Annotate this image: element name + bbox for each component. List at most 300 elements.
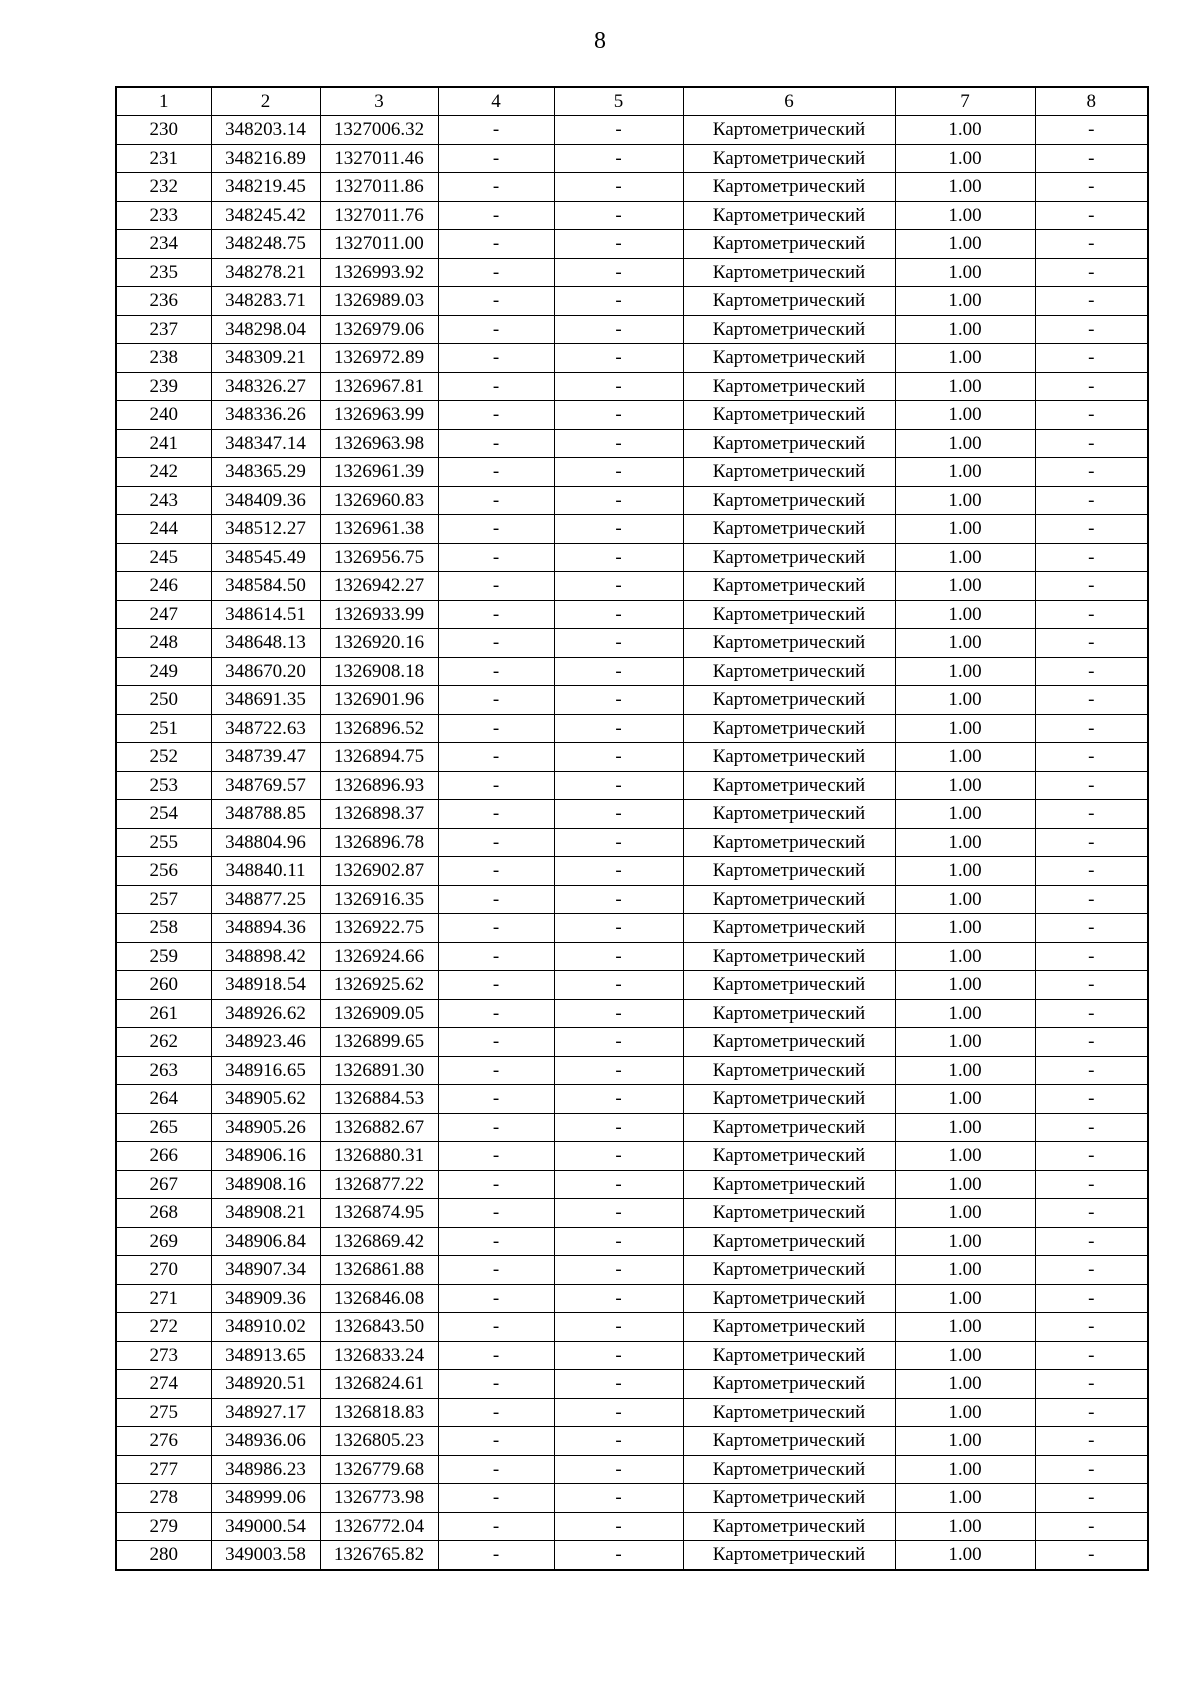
cell-point-number: 237 xyxy=(116,315,211,344)
cell-accuracy: 1.00 xyxy=(895,1142,1035,1171)
cell-col-4: - xyxy=(438,344,554,373)
cell-method: Картометрический xyxy=(683,543,895,572)
cell-col-5: - xyxy=(554,515,683,544)
cell-col-4: - xyxy=(438,771,554,800)
cell-coord-x: 348278.21 xyxy=(211,258,320,287)
coordinates-table xyxy=(115,86,1149,1571)
cell-coord-x: 348769.57 xyxy=(211,771,320,800)
cell-col-5: - xyxy=(554,828,683,857)
cell-point-number: 256 xyxy=(116,857,211,886)
table-row xyxy=(116,543,1148,572)
cell-col-5: - xyxy=(554,1227,683,1256)
table-row xyxy=(116,1313,1148,1342)
table-row xyxy=(116,828,1148,857)
cell-accuracy: 1.00 xyxy=(895,800,1035,829)
table-row xyxy=(116,1227,1148,1256)
cell-method: Картометрический xyxy=(683,1313,895,1342)
cell-col-5: - xyxy=(554,1113,683,1142)
cell-col-5: - xyxy=(554,429,683,458)
cell-accuracy: 1.00 xyxy=(895,1484,1035,1513)
cell-point-number: 264 xyxy=(116,1085,211,1114)
cell-col-5: - xyxy=(554,1142,683,1171)
cell-col-5: - xyxy=(554,971,683,1000)
cell-method: Картометрический xyxy=(683,971,895,1000)
cell-coord-x: 348739.47 xyxy=(211,743,320,772)
cell-method: Картометрический xyxy=(683,942,895,971)
cell-point-number: 260 xyxy=(116,971,211,1000)
table-row xyxy=(116,971,1148,1000)
table-row xyxy=(116,1541,1148,1570)
cell-col-4: - xyxy=(438,1170,554,1199)
cell-col-8: - xyxy=(1035,458,1148,487)
cell-col-5: - xyxy=(554,600,683,629)
cell-col-5: - xyxy=(554,344,683,373)
cell-point-number: 240 xyxy=(116,401,211,430)
cell-accuracy: 1.00 xyxy=(895,771,1035,800)
cell-point-number: 280 xyxy=(116,1541,211,1570)
cell-accuracy: 1.00 xyxy=(895,486,1035,515)
cell-method: Картометрический xyxy=(683,857,895,886)
cell-coord-x: 348584.50 xyxy=(211,572,320,601)
cell-accuracy: 1.00 xyxy=(895,1398,1035,1427)
cell-col-8: - xyxy=(1035,942,1148,971)
cell-method: Картометрический xyxy=(683,458,895,487)
cell-col-5: - xyxy=(554,315,683,344)
cell-method: Картометрический xyxy=(683,230,895,259)
cell-col-8: - xyxy=(1035,971,1148,1000)
cell-col-4: - xyxy=(438,230,554,259)
cell-point-number: 251 xyxy=(116,714,211,743)
cell-col-4: - xyxy=(438,1199,554,1228)
cell-col-8: - xyxy=(1035,429,1148,458)
cell-point-number: 243 xyxy=(116,486,211,515)
cell-coord-y: 1327011.46 xyxy=(320,144,438,173)
table-row xyxy=(116,714,1148,743)
table-row xyxy=(116,686,1148,715)
cell-point-number: 272 xyxy=(116,1313,211,1342)
cell-coord-x: 348409.36 xyxy=(211,486,320,515)
cell-col-4: - xyxy=(438,1227,554,1256)
cell-point-number: 261 xyxy=(116,999,211,1028)
cell-col-4: - xyxy=(438,486,554,515)
cell-accuracy: 1.00 xyxy=(895,629,1035,658)
cell-accuracy: 1.00 xyxy=(895,828,1035,857)
cell-coord-x: 348918.54 xyxy=(211,971,320,1000)
header-cell-8: 8 xyxy=(1035,87,1148,116)
cell-col-4: - xyxy=(438,686,554,715)
cell-accuracy: 1.00 xyxy=(895,1427,1035,1456)
cell-method: Картометрический xyxy=(683,657,895,686)
cell-col-5: - xyxy=(554,629,683,658)
cell-accuracy: 1.00 xyxy=(895,1512,1035,1541)
cell-coord-y: 1327011.86 xyxy=(320,173,438,202)
cell-col-5: - xyxy=(554,1028,683,1057)
cell-point-number: 271 xyxy=(116,1284,211,1313)
cell-col-4: - xyxy=(438,258,554,287)
cell-point-number: 250 xyxy=(116,686,211,715)
cell-point-number: 245 xyxy=(116,543,211,572)
cell-coord-y: 1326882.67 xyxy=(320,1113,438,1142)
cell-coord-x: 348923.46 xyxy=(211,1028,320,1057)
cell-coord-y: 1326901.96 xyxy=(320,686,438,715)
cell-method: Картометрический xyxy=(683,287,895,316)
cell-coord-x: 348986.23 xyxy=(211,1455,320,1484)
cell-coord-y: 1326922.75 xyxy=(320,914,438,943)
table-row xyxy=(116,800,1148,829)
cell-coord-y: 1326902.87 xyxy=(320,857,438,886)
cell-method: Картометрический xyxy=(683,771,895,800)
cell-coord-x: 348908.21 xyxy=(211,1199,320,1228)
cell-col-5: - xyxy=(554,1170,683,1199)
cell-coord-x: 348365.29 xyxy=(211,458,320,487)
cell-coord-y: 1326942.27 xyxy=(320,572,438,601)
table-row xyxy=(116,572,1148,601)
cell-accuracy: 1.00 xyxy=(895,287,1035,316)
cell-coord-x: 348804.96 xyxy=(211,828,320,857)
cell-col-8: - xyxy=(1035,714,1148,743)
cell-method: Картометрический xyxy=(683,714,895,743)
cell-accuracy: 1.00 xyxy=(895,857,1035,886)
cell-method: Картометрический xyxy=(683,258,895,287)
cell-coord-y: 1326765.82 xyxy=(320,1541,438,1570)
cell-col-4: - xyxy=(438,1484,554,1513)
table-row xyxy=(116,515,1148,544)
cell-col-8: - xyxy=(1035,1455,1148,1484)
cell-method: Картометрический xyxy=(683,1256,895,1285)
cell-accuracy: 1.00 xyxy=(895,1028,1035,1057)
cell-col-8: - xyxy=(1035,258,1148,287)
cell-point-number: 263 xyxy=(116,1056,211,1085)
cell-coord-x: 348909.36 xyxy=(211,1284,320,1313)
cell-method: Картометрический xyxy=(683,914,895,943)
cell-coord-y: 1326896.78 xyxy=(320,828,438,857)
cell-coord-x: 348906.16 xyxy=(211,1142,320,1171)
cell-col-5: - xyxy=(554,230,683,259)
cell-coord-x: 348999.06 xyxy=(211,1484,320,1513)
table-row xyxy=(116,1398,1148,1427)
cell-method: Картометрический xyxy=(683,999,895,1028)
header-row xyxy=(116,87,1148,116)
cell-coord-y: 1326894.75 xyxy=(320,743,438,772)
cell-col-4: - xyxy=(438,515,554,544)
cell-coord-x: 348906.84 xyxy=(211,1227,320,1256)
cell-accuracy: 1.00 xyxy=(895,144,1035,173)
cell-method: Картометрический xyxy=(683,1484,895,1513)
cell-point-number: 247 xyxy=(116,600,211,629)
cell-coord-x: 348219.45 xyxy=(211,173,320,202)
cell-coord-x: 348905.26 xyxy=(211,1113,320,1142)
cell-method: Картометрический xyxy=(683,515,895,544)
cell-point-number: 252 xyxy=(116,743,211,772)
cell-col-5: - xyxy=(554,116,683,145)
cell-coord-y: 1326773.98 xyxy=(320,1484,438,1513)
cell-coord-x: 348788.85 xyxy=(211,800,320,829)
cell-col-8: - xyxy=(1035,116,1148,145)
cell-coord-x: 348894.36 xyxy=(211,914,320,943)
cell-accuracy: 1.00 xyxy=(895,515,1035,544)
cell-point-number: 236 xyxy=(116,287,211,316)
cell-method: Картометрический xyxy=(683,600,895,629)
cell-coord-y: 1326979.06 xyxy=(320,315,438,344)
cell-coord-x: 348203.14 xyxy=(211,116,320,145)
cell-accuracy: 1.00 xyxy=(895,1170,1035,1199)
cell-accuracy: 1.00 xyxy=(895,258,1035,287)
cell-coord-x: 348920.51 xyxy=(211,1370,320,1399)
cell-col-5: - xyxy=(554,999,683,1028)
table-row xyxy=(116,173,1148,202)
table-row xyxy=(116,372,1148,401)
cell-method: Картометрический xyxy=(683,1028,895,1057)
cell-point-number: 269 xyxy=(116,1227,211,1256)
header-cell-7: 7 xyxy=(895,87,1035,116)
cell-col-4: - xyxy=(438,1284,554,1313)
cell-accuracy: 1.00 xyxy=(895,572,1035,601)
table-row xyxy=(116,315,1148,344)
cell-point-number: 265 xyxy=(116,1113,211,1142)
cell-coord-y: 1326843.50 xyxy=(320,1313,438,1342)
cell-col-4: - xyxy=(438,743,554,772)
header-cell-6: 6 xyxy=(683,87,895,116)
cell-method: Картометрический xyxy=(683,885,895,914)
table-row xyxy=(116,942,1148,971)
cell-coord-x: 348298.04 xyxy=(211,315,320,344)
cell-col-4: - xyxy=(438,543,554,572)
table-row xyxy=(116,1512,1148,1541)
cell-col-5: - xyxy=(554,885,683,914)
cell-method: Картометрический xyxy=(683,1085,895,1114)
cell-point-number: 268 xyxy=(116,1199,211,1228)
cell-col-8: - xyxy=(1035,999,1148,1028)
cell-coord-y: 1326916.35 xyxy=(320,885,438,914)
cell-accuracy: 1.00 xyxy=(895,743,1035,772)
table-row xyxy=(116,201,1148,230)
cell-col-4: - xyxy=(438,714,554,743)
cell-coord-y: 1326880.31 xyxy=(320,1142,438,1171)
cell-coord-y: 1326956.75 xyxy=(320,543,438,572)
cell-col-5: - xyxy=(554,942,683,971)
cell-accuracy: 1.00 xyxy=(895,1313,1035,1342)
cell-coord-x: 348614.51 xyxy=(211,600,320,629)
cell-coord-y: 1326772.04 xyxy=(320,1512,438,1541)
cell-col-5: - xyxy=(554,458,683,487)
cell-col-8: - xyxy=(1035,1370,1148,1399)
cell-point-number: 277 xyxy=(116,1455,211,1484)
cell-col-4: - xyxy=(438,429,554,458)
cell-col-4: - xyxy=(438,1341,554,1370)
cell-coord-x: 348905.62 xyxy=(211,1085,320,1114)
cell-col-8: - xyxy=(1035,1484,1148,1513)
cell-col-4: - xyxy=(438,999,554,1028)
cell-col-8: - xyxy=(1035,857,1148,886)
cell-col-5: - xyxy=(554,572,683,601)
cell-col-5: - xyxy=(554,1056,683,1085)
cell-method: Картометрический xyxy=(683,344,895,373)
cell-coord-y: 1326896.52 xyxy=(320,714,438,743)
cell-col-5: - xyxy=(554,1427,683,1456)
cell-point-number: 234 xyxy=(116,230,211,259)
cell-method: Картометрический xyxy=(683,315,895,344)
cell-method: Картометрический xyxy=(683,1427,895,1456)
cell-col-4: - xyxy=(438,1512,554,1541)
cell-point-number: 254 xyxy=(116,800,211,829)
cell-coord-y: 1326960.83 xyxy=(320,486,438,515)
cell-point-number: 232 xyxy=(116,173,211,202)
cell-coord-y: 1326993.92 xyxy=(320,258,438,287)
header-cell-2: 2 xyxy=(211,87,320,116)
cell-coord-y: 1326824.61 xyxy=(320,1370,438,1399)
cell-coord-y: 1327011.00 xyxy=(320,230,438,259)
cell-point-number: 278 xyxy=(116,1484,211,1513)
cell-col-5: - xyxy=(554,857,683,886)
cell-coord-x: 348916.65 xyxy=(211,1056,320,1085)
cell-point-number: 246 xyxy=(116,572,211,601)
cell-accuracy: 1.00 xyxy=(895,372,1035,401)
cell-col-8: - xyxy=(1035,287,1148,316)
cell-col-4: - xyxy=(438,201,554,230)
table-row xyxy=(116,1284,1148,1313)
cell-coord-x: 348907.34 xyxy=(211,1256,320,1285)
cell-point-number: 267 xyxy=(116,1170,211,1199)
cell-method: Картометрический xyxy=(683,1455,895,1484)
cell-col-4: - xyxy=(438,287,554,316)
cell-accuracy: 1.00 xyxy=(895,885,1035,914)
cell-col-4: - xyxy=(438,600,554,629)
cell-coord-y: 1326874.95 xyxy=(320,1199,438,1228)
cell-point-number: 244 xyxy=(116,515,211,544)
table-row xyxy=(116,116,1148,145)
cell-coord-x: 348347.14 xyxy=(211,429,320,458)
cell-col-8: - xyxy=(1035,401,1148,430)
cell-col-8: - xyxy=(1035,230,1148,259)
cell-col-4: - xyxy=(438,942,554,971)
cell-col-5: - xyxy=(554,173,683,202)
cell-point-number: 235 xyxy=(116,258,211,287)
cell-col-8: - xyxy=(1035,743,1148,772)
cell-method: Картометрический xyxy=(683,572,895,601)
cell-coord-y: 1326833.24 xyxy=(320,1341,438,1370)
cell-accuracy: 1.00 xyxy=(895,458,1035,487)
cell-method: Картометрический xyxy=(683,401,895,430)
cell-col-8: - xyxy=(1035,1142,1148,1171)
cell-point-number: 257 xyxy=(116,885,211,914)
cell-coord-x: 348309.21 xyxy=(211,344,320,373)
cell-coord-x: 348336.26 xyxy=(211,401,320,430)
table-row xyxy=(116,657,1148,686)
cell-accuracy: 1.00 xyxy=(895,344,1035,373)
cell-col-4: - xyxy=(438,1256,554,1285)
cell-method: Картометрический xyxy=(683,1170,895,1199)
page-number: 8 xyxy=(594,28,606,54)
cell-accuracy: 1.00 xyxy=(895,714,1035,743)
cell-col-4: - xyxy=(438,116,554,145)
cell-coord-y: 1326924.66 xyxy=(320,942,438,971)
cell-col-5: - xyxy=(554,486,683,515)
cell-coord-x: 348691.35 xyxy=(211,686,320,715)
cell-point-number: 248 xyxy=(116,629,211,658)
table-row xyxy=(116,914,1148,943)
cell-coord-x: 348248.75 xyxy=(211,230,320,259)
cell-method: Картометрический xyxy=(683,1512,895,1541)
cell-coord-y: 1326861.88 xyxy=(320,1256,438,1285)
cell-coord-y: 1326805.23 xyxy=(320,1427,438,1456)
table-row xyxy=(116,144,1148,173)
cell-col-5: - xyxy=(554,401,683,430)
cell-coord-x: 349003.58 xyxy=(211,1541,320,1570)
cell-method: Картометрический xyxy=(683,1142,895,1171)
cell-method: Картометрический xyxy=(683,116,895,145)
cell-method: Картометрический xyxy=(683,1056,895,1085)
cell-coord-x: 348216.89 xyxy=(211,144,320,173)
cell-point-number: 231 xyxy=(116,144,211,173)
cell-method: Картометрический xyxy=(683,372,895,401)
header-cell-1: 1 xyxy=(116,87,211,116)
cell-coord-y: 1326909.05 xyxy=(320,999,438,1028)
cell-point-number: 274 xyxy=(116,1370,211,1399)
cell-method: Картометрический xyxy=(683,173,895,202)
cell-col-4: - xyxy=(438,1113,554,1142)
cell-coord-y: 1326818.83 xyxy=(320,1398,438,1427)
cell-point-number: 275 xyxy=(116,1398,211,1427)
cell-col-4: - xyxy=(438,1541,554,1570)
cell-col-8: - xyxy=(1035,1256,1148,1285)
cell-col-5: - xyxy=(554,686,683,715)
cell-accuracy: 1.00 xyxy=(895,401,1035,430)
cell-col-5: - xyxy=(554,1085,683,1114)
cell-method: Картометрический xyxy=(683,686,895,715)
cell-col-8: - xyxy=(1035,515,1148,544)
cell-accuracy: 1.00 xyxy=(895,1341,1035,1370)
cell-col-8: - xyxy=(1035,771,1148,800)
cell-col-8: - xyxy=(1035,1341,1148,1370)
cell-coord-y: 1326899.65 xyxy=(320,1028,438,1057)
cell-col-4: - xyxy=(438,1427,554,1456)
cell-col-5: - xyxy=(554,714,683,743)
table-header xyxy=(116,87,1148,116)
cell-col-5: - xyxy=(554,1484,683,1513)
cell-point-number: 238 xyxy=(116,344,211,373)
cell-col-8: - xyxy=(1035,543,1148,572)
cell-accuracy: 1.00 xyxy=(895,315,1035,344)
cell-point-number: 270 xyxy=(116,1256,211,1285)
cell-coord-y: 1326846.08 xyxy=(320,1284,438,1313)
table-row xyxy=(116,1370,1148,1399)
table-row xyxy=(116,458,1148,487)
cell-col-8: - xyxy=(1035,914,1148,943)
cell-accuracy: 1.00 xyxy=(895,1541,1035,1570)
cell-coord-y: 1326908.18 xyxy=(320,657,438,686)
cell-col-5: - xyxy=(554,1341,683,1370)
cell-col-5: - xyxy=(554,657,683,686)
cell-coord-y: 1326989.03 xyxy=(320,287,438,316)
cell-col-5: - xyxy=(554,258,683,287)
cell-accuracy: 1.00 xyxy=(895,1455,1035,1484)
cell-accuracy: 1.00 xyxy=(895,1056,1035,1085)
cell-coord-y: 1326925.62 xyxy=(320,971,438,1000)
cell-point-number: 273 xyxy=(116,1341,211,1370)
cell-coord-y: 1326877.22 xyxy=(320,1170,438,1199)
cell-accuracy: 1.00 xyxy=(895,201,1035,230)
table-row xyxy=(116,1028,1148,1057)
cell-accuracy: 1.00 xyxy=(895,116,1035,145)
cell-col-4: - xyxy=(438,971,554,1000)
cell-method: Картометрический xyxy=(683,828,895,857)
cell-col-4: - xyxy=(438,1028,554,1057)
cell-point-number: 233 xyxy=(116,201,211,230)
table-row xyxy=(116,1056,1148,1085)
cell-accuracy: 1.00 xyxy=(895,1370,1035,1399)
table-row xyxy=(116,1455,1148,1484)
cell-col-5: - xyxy=(554,1455,683,1484)
